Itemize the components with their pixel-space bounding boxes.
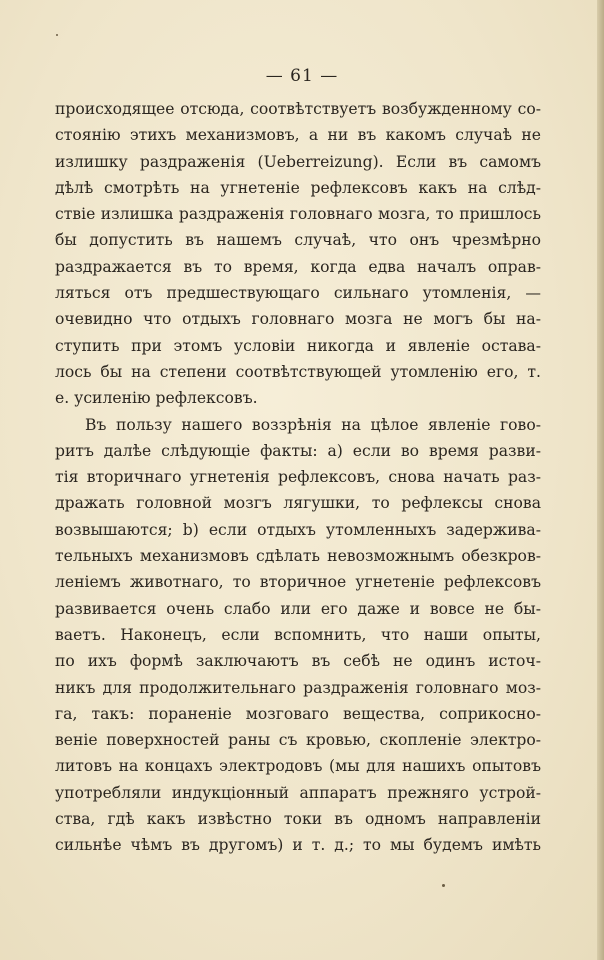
text-line: сильнѣе чѣмъ въ другомъ) и т. д.; то мы будемъ имѣть bbox=[55, 836, 541, 855]
text-line: никъ для продолжительнаго раздраженія головнаго моз- bbox=[55, 678, 541, 697]
text-line: ваетъ. Наконецъ, если вспомнить, что наши опыты, bbox=[55, 625, 541, 644]
text-line: дѣлѣ смотрѣть на угнетеніе рефлексовъ какъ на слѣд- bbox=[55, 178, 541, 197]
text-line: ствіе излишка раздраженія головнаго мозга, то пришлось bbox=[55, 205, 541, 224]
text-line: ляться отъ предшествующаго сильнаго утомленія, — bbox=[55, 284, 541, 303]
paper-speck bbox=[56, 34, 58, 36]
paper-speck bbox=[442, 884, 445, 887]
body-text bbox=[55, 96, 541, 859]
text-line: дражать головной мозгъ лягушки, то рефлексы снова bbox=[55, 494, 541, 513]
text-line: ритъ далѣе слѣдующіе факты: a) если во время разви- bbox=[55, 441, 541, 460]
page-edge bbox=[597, 0, 604, 960]
page-number: — 61 — bbox=[265, 66, 339, 86]
text-line: стоянію этихъ механизмовъ, а ни въ какомъ случаѣ не bbox=[55, 126, 541, 145]
text-line: ступить при этомъ условіи никогда и явленіе остава- bbox=[55, 336, 541, 355]
text-line: га, такъ: пораненіе мозговаго вещества, соприкосно- bbox=[55, 704, 541, 723]
text-line: излишку раздраженія (Ueberreizung). Если въ самомъ bbox=[55, 152, 541, 171]
text-line: по ихъ формѣ заключаютъ въ себѣ не одинъ источ- bbox=[55, 652, 541, 671]
text-line: леніемъ животнаго, то вторичное угнетеніе рефлексовъ bbox=[55, 573, 541, 592]
text-line: раздражается въ то время, когда едва началъ оправ- bbox=[55, 257, 541, 276]
text-line: очевидно что отдыхъ головнаго мозга не могъ бы на- bbox=[55, 310, 541, 329]
text-line: ства, гдѣ какъ извѣстно токи въ одномъ направленіи bbox=[55, 810, 541, 829]
text-line: происходящее отсюда, соотвѣтствуетъ возбужденному со- bbox=[55, 100, 541, 118]
text-line: тельныхъ механизмовъ сдѣлать невозможнымъ обезкров- bbox=[55, 547, 541, 566]
text-line: Въ пользу нашего воззрѣнія на цѣлое явленіе гово- bbox=[85, 415, 541, 434]
text-line: лось бы на степени соотвѣтствующей утомленію его, т. bbox=[55, 362, 541, 381]
text-line: возвышаются; b) если отдыхъ утомленныхъ задержива- bbox=[55, 520, 541, 539]
text-line: употребляли индукціонный аппаратъ прежняго устрой- bbox=[55, 783, 541, 802]
text-line: тія вторичнаго угнетенія рефлексовъ, снова начать раз- bbox=[55, 468, 541, 487]
text-line: развивается очень слабо или его даже и вовсе не бы- bbox=[55, 599, 541, 618]
text-line: е. усиленію рефлексовъ. bbox=[55, 389, 258, 408]
text-line: бы допустить въ нашемъ случаѣ, что онъ чрезмѣрно bbox=[55, 231, 541, 250]
text-line: литовъ на концахъ электродовъ (мы для нашихъ опытовъ bbox=[55, 757, 541, 776]
text-line: веніе поверхностей раны съ кровью, скопленіе электро- bbox=[55, 731, 541, 750]
